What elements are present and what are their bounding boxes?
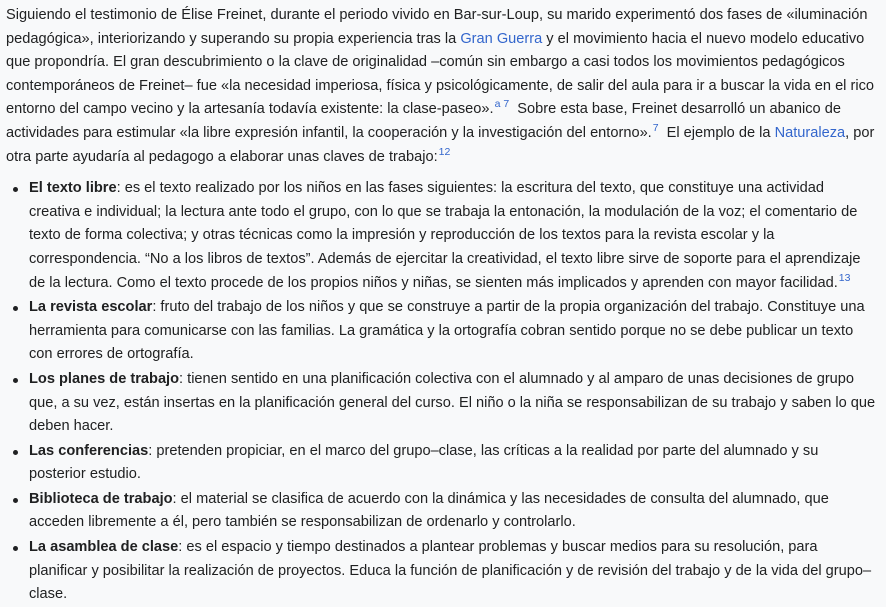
bullet-icon — [13, 378, 18, 383]
item-text: : tienen sentido en una planificación colectiva con el alumnado y al amparo de unas decisiones de grupo que, a su vez, están insertas en la planificación general del curso. El niño o la niña se responsabilizan de su trabajo y saben lo que deben hacer. — [29, 370, 876, 435]
item-term: La asamblea de clase — [29, 539, 179, 556]
techniques-list — [6, 177, 878, 607]
list-item-asamblea-clase — [29, 536, 878, 607]
list-item-texto-libre — [29, 177, 878, 295]
list-item-planes-trabajo — [29, 368, 878, 439]
footnote-ref-a7[interactable]: a 7 — [494, 98, 510, 111]
intro-text-1: Siguiendo el testimonio de Élise Freinet, durante el periodo vivido en Bar-sur-Loup, su marido experimentó dos fases de «iluminación pedagógica», interiorizando y superando su propia experiencia tras la — [6, 7, 868, 47]
item-term: Las conferencias — [29, 442, 149, 459]
intro-text-5: , por otra parte ayudaría al pedagogo a elaborar unas claves de trabajo: — [6, 124, 875, 165]
bullet-icon — [13, 306, 18, 311]
item-term: La revista escolar — [29, 299, 153, 316]
item-term: Los planes de trabajo — [29, 370, 180, 387]
item-text: : fruto del trabajo de los niños y que se construye a partir de la propia organización del trabajo. Constituye una herramienta para comunicarse con las familias. La gramática y la ortografía cobran sentido porque no se debe publicar un texto con errores de ortografía. — [29, 299, 865, 363]
item-text: : es el texto realizado por los niños en las fases siguientes: la escritura del texto, que constituye una actividad creativa e individual; la lectura ante todo el grupo, con lo que se trabaja la entonación, la modulación de la voz; el comentario de texto de forma colectiva; y otras técnicas como la impresión y reproducción de los textos para la revista escolar y la correspondencia. “No a los libros de textos”. Además de ejercitar la creatividad, el texto libre sirve de soporte para el aprendizaje de la lectura. Como el texto procede de los propios niños y niñas, se sienten más implicados y aprenden con mayor facilidad. — [29, 180, 861, 291]
item-text: : el material se clasifica de acuerdo con la dinámica y las necesidades de consulta del alumnado, que acceden libremente a él, pero también se responsabilizan de ordenarlo y controlarlo. — [29, 490, 829, 531]
item-text: : es el espacio y tiempo destinados a plantear problemas y buscar medios para su resolución, para planificar y posibilitar la realización de proyectos. Educa la función de planificación y de revisión del trabajo y de la vida del grupo–clase. — [29, 539, 872, 603]
item-term: Biblioteca de trabajo — [29, 490, 173, 507]
list-item-revista-escolar — [29, 296, 878, 367]
item-term: El texto libre — [29, 180, 117, 197]
intro-text-3: Sobre esta base, Freinet desarrolló un abanico de actividades para estimular «la libre expresión infantil, la cooperación y la investigación del entorno». — [6, 101, 841, 141]
naturaleza-link[interactable]: Naturaleza — [774, 124, 846, 141]
gran-guerra-link[interactable]: Gran Guerra — [460, 30, 543, 47]
footnote-ref-12[interactable]: 12 — [438, 145, 451, 158]
bullet-icon — [13, 546, 18, 551]
bullet-icon — [13, 187, 18, 192]
item-text: : pretenden propiciar, en el marco del grupo–clase, las críticas a la realidad por parte del alumnado y su posterior estudio. — [29, 442, 819, 483]
intro-text-4: El ejemplo de la — [666, 124, 775, 141]
intro-paragraph — [6, 4, 878, 169]
list-item-biblioteca-trabajo — [29, 488, 878, 535]
list-item-conferencias — [29, 440, 878, 487]
footnote-ref-13[interactable]: 13 — [838, 271, 851, 284]
intro-text-2: y el movimiento hacia el nuevo modelo educativo que propondría. El gran descubrimiento o la clave de originalidad –común sin embargo a casi todos los movimientos pedagógicos contemporáneos de Freinet– fue «la necesidad imperiosa, física y psicológicamente, de salir del aula para ir a buscar la vida en el rico entorno del campo vecino y la artesanía todavía existente: la clase-paseo». — [6, 30, 874, 118]
footnote-ref-7[interactable]: 7 — [652, 121, 659, 134]
bullet-icon — [13, 498, 18, 503]
bullet-icon — [13, 450, 18, 455]
